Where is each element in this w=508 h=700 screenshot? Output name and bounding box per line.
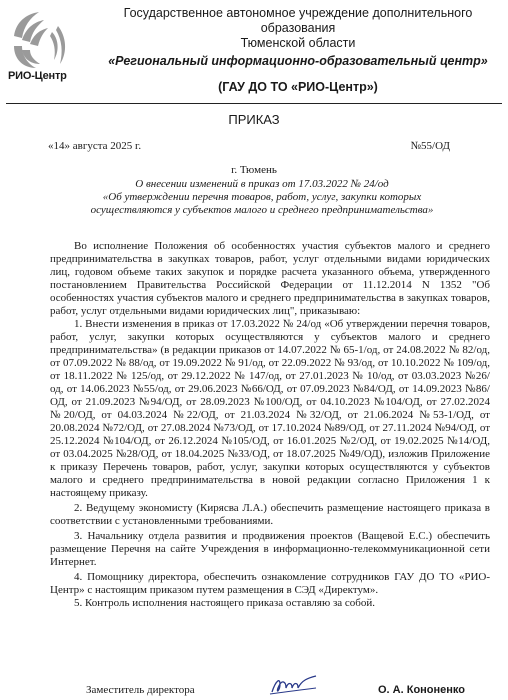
order-item-4: 4. Помощнику директора, обеспечить ознакомление сотрудников ГАУ ДО ТО «РИО-Центр» с настоящим приказом путем размещения в СЭД «Директум». — [50, 571, 490, 596]
signer-title: Заместитель директора — [86, 684, 195, 696]
document-subject-line3: осуществляются у субъектов малого и среднего предпринимательства» — [90, 204, 434, 216]
document-number: №55/ОД — [410, 140, 450, 152]
order-item-1: 1. Внести изменения в приказ от 17.03.2022 № 24/од «Об утверждении перечня товаров, работ, услуг, закупки которых осуществляются у субъектов малого и среднего предпринимательства» (в редакции приказов от 14.07.2022 № 65-1/од, от 24.08.2022 № 82/од, от 07.09.2022 № 88/од, от 19.09.2022 № 91/од, от 22.09.2022 № 93/од, от 10.10.2022 № 109/од, от 18.11.2022 № 125/од, от 29.12.2022 № 147/од, от 27.01.2023 № 10/од, от 03.03.2023 №26/од, от 14.06.2023 №55/од, от 29.06.2023 №66/ОД, от 07.09.2023 №84/ОД, от 14.09.2023 №86/ОД, от 21.09.2023 №94/ОД, от 28.09.2023 №100/ОД, от 04.10.2023 №104/ОД, от 27.02.2024 №20/ОД, от 04.03.2024 №22/ОД, от 21.03.2024 №32/ОД, от 21.06.2024 №53-1/ОД, от 20.08.2024 №72/ОД, от 27.08.2024 №73/ОД, от 17.10.2024 №89/ОД, от 27.11.2024 №94/ОД, от 25.12.2024 №104/ОД, от 26.12.2024 №105/ОД, от 16.01.2025 №2/ОД, от 19.02.2025 №14/ОД, от 03.04.2025 №28/ОД, от 18.04.2025 №33/ОД, от 18.07.2025 №49/ОД), изложив Приложение к приказу Перечень товаров, работ, услуг, закупки которых осуществляются у субъектов малого и среднего предпринимательства в новой редакции согласно Приложения 1 к настоящему приказу. — [50, 318, 490, 499]
document-subject-line1: О внесении изменений в приказ от 17.03.2022 № 24/од — [135, 178, 389, 190]
organization-center-title: «Региональный информационно-образовательный центр» — [108, 54, 488, 68]
organization-name-line1: Государственное автономное учреждение дополнительного образования — [123, 6, 473, 35]
document-body — [50, 240, 490, 610]
document-city: г. Тюмень — [231, 164, 277, 176]
signature-block — [0, 672, 508, 700]
organization-short-name: (ГАУ ДО ТО «РИО-Центр») — [218, 80, 378, 94]
document-subject-line2: «Об утверждении перечня товаров, работ, услуг, закупки которых — [102, 191, 422, 203]
order-item-3: 3. Начальнику отдела развития и продвижения проектов (Ващевой Е.С.) обеспечить размещение Перечня на сайте Учреждения в информационно-телекоммуникационной сети Интернет. — [50, 530, 490, 568]
organization-name — [88, 6, 508, 51]
document-date: «14» августа 2025 г. — [48, 140, 142, 152]
order-item-5: 5. Контроль исполнения настоящего приказа оставляю за собой. — [74, 597, 376, 609]
signer-name: О. А. Кононенко — [378, 684, 466, 696]
logo-text: РИО-Центр — [8, 70, 67, 82]
document-subject — [40, 178, 484, 217]
preamble-paragraph: Во исполнение Положения об особенностях участия субъектов малого и среднего предпринимательства в закупках товаров, работ, услуг отдельными видами юридических лиц, годовом объеме таких закупок и порядке расчета указанного объема, утвержденного постановлением Правительства Российской Федерации от 11.12.2014 N 1352 "Об особенностях участия субъектов малого и среднего предпринимательства в закупках товаров, работ, услуг отдельными видами юридических лиц", приказываю: — [50, 240, 490, 317]
document-type: ПРИКАЗ — [228, 112, 280, 127]
handwritten-signature — [266, 672, 322, 698]
order-item-2: 2. Ведущему экономисту (Кирясва Л.А.) обеспечить размещение настоящего приказа в соответствии с установленными требованиями. — [50, 502, 490, 527]
header-divider — [6, 103, 502, 104]
organization-name-line2: Тюменской области — [240, 36, 356, 50]
